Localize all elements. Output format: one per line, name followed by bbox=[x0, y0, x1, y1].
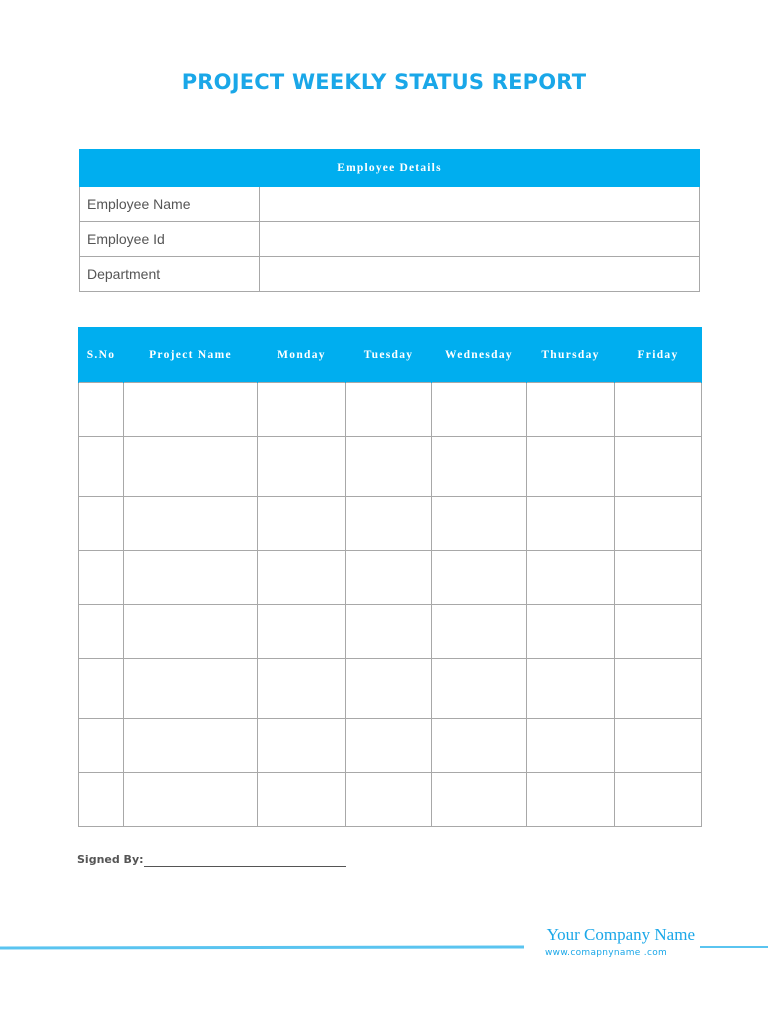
table-cell[interactable] bbox=[615, 383, 702, 437]
employee-details-header: Employee Details bbox=[80, 150, 700, 187]
table-cell[interactable] bbox=[432, 659, 527, 719]
department-field[interactable] bbox=[260, 257, 700, 292]
table-cell[interactable] bbox=[432, 773, 527, 827]
employee-id-row bbox=[80, 222, 700, 257]
table-cell[interactable] bbox=[124, 497, 258, 551]
col-header-tuesday: Tuesday bbox=[346, 327, 432, 383]
table-cell[interactable] bbox=[124, 659, 258, 719]
table-cell[interactable] bbox=[527, 773, 615, 827]
weekly-table-body bbox=[79, 383, 702, 827]
table-cell[interactable] bbox=[615, 719, 702, 773]
table-cell[interactable] bbox=[124, 437, 258, 497]
table-cell[interactable] bbox=[79, 497, 124, 551]
employee-name-label: Employee Name bbox=[80, 187, 260, 222]
col-header-project-name: Project Name bbox=[124, 327, 258, 383]
employee-name-row bbox=[80, 187, 700, 222]
weekly-status-table bbox=[78, 327, 702, 827]
table-cell[interactable] bbox=[346, 383, 432, 437]
table-cell[interactable] bbox=[79, 605, 124, 659]
table-cell[interactable] bbox=[346, 437, 432, 497]
footer-divider-right bbox=[700, 946, 768, 948]
table-cell[interactable] bbox=[527, 659, 615, 719]
col-header-thursday: Thursday bbox=[527, 327, 615, 383]
table-cell[interactable] bbox=[527, 551, 615, 605]
table-cell[interactable] bbox=[258, 497, 346, 551]
table-cell[interactable] bbox=[346, 719, 432, 773]
employee-name-field[interactable] bbox=[260, 187, 700, 222]
signature-line[interactable] bbox=[144, 866, 346, 867]
table-cell[interactable] bbox=[79, 437, 124, 497]
table-cell[interactable] bbox=[527, 437, 615, 497]
table-cell[interactable] bbox=[258, 383, 346, 437]
table-cell[interactable] bbox=[124, 605, 258, 659]
table-cell[interactable] bbox=[124, 719, 258, 773]
table-cell[interactable] bbox=[346, 551, 432, 605]
company-website: www.comapnyname .com bbox=[545, 948, 668, 958]
table-cell[interactable] bbox=[258, 773, 346, 827]
table-cell[interactable] bbox=[527, 719, 615, 773]
table-cell[interactable] bbox=[258, 605, 346, 659]
table-cell[interactable] bbox=[432, 383, 527, 437]
department-label: Department bbox=[80, 257, 260, 292]
col-header-wednesday: Wednesday bbox=[432, 327, 527, 383]
table-cell[interactable] bbox=[124, 383, 258, 437]
table-cell[interactable] bbox=[346, 659, 432, 719]
table-row bbox=[79, 773, 702, 827]
table-cell[interactable] bbox=[432, 719, 527, 773]
table-cell[interactable] bbox=[346, 773, 432, 827]
col-header-sno: S.No bbox=[79, 327, 124, 383]
table-cell[interactable] bbox=[615, 605, 702, 659]
page-title: PROJECT WEEKLY STATUS REPORT bbox=[181, 70, 587, 94]
table-cell[interactable] bbox=[432, 551, 527, 605]
table-cell[interactable] bbox=[432, 605, 527, 659]
table-cell[interactable] bbox=[615, 551, 702, 605]
employee-details-table bbox=[79, 149, 700, 292]
table-row bbox=[79, 719, 702, 773]
table-cell[interactable] bbox=[615, 773, 702, 827]
table-cell[interactable] bbox=[527, 383, 615, 437]
table-cell[interactable] bbox=[527, 497, 615, 551]
footer-divider-left bbox=[0, 945, 524, 949]
table-cell[interactable] bbox=[79, 383, 124, 437]
table-cell[interactable] bbox=[258, 437, 346, 497]
employee-details-header-row bbox=[80, 150, 700, 187]
table-row bbox=[79, 497, 702, 551]
col-header-friday: Friday bbox=[615, 327, 702, 383]
weekly-header-row bbox=[79, 327, 702, 383]
company-name: Your Company Name bbox=[546, 925, 695, 944]
table-cell[interactable] bbox=[346, 497, 432, 551]
table-cell[interactable] bbox=[615, 437, 702, 497]
table-cell[interactable] bbox=[346, 605, 432, 659]
table-cell[interactable] bbox=[615, 497, 702, 551]
table-row bbox=[79, 437, 702, 497]
table-cell[interactable] bbox=[124, 551, 258, 605]
table-row bbox=[79, 383, 702, 437]
table-row bbox=[79, 551, 702, 605]
table-cell[interactable] bbox=[79, 719, 124, 773]
table-cell[interactable] bbox=[258, 719, 346, 773]
department-row bbox=[80, 257, 700, 292]
table-cell[interactable] bbox=[258, 659, 346, 719]
col-header-monday: Monday bbox=[258, 327, 346, 383]
table-cell[interactable] bbox=[79, 773, 124, 827]
table-row bbox=[79, 605, 702, 659]
table-cell[interactable] bbox=[124, 773, 258, 827]
employee-id-field[interactable] bbox=[260, 222, 700, 257]
table-row bbox=[79, 659, 702, 719]
table-cell[interactable] bbox=[527, 605, 615, 659]
table-cell[interactable] bbox=[615, 659, 702, 719]
table-cell[interactable] bbox=[79, 659, 124, 719]
table-cell[interactable] bbox=[258, 551, 346, 605]
table-cell[interactable] bbox=[432, 497, 527, 551]
employee-id-label: Employee Id bbox=[80, 222, 260, 257]
signed-by-label: Signed By: bbox=[77, 853, 144, 866]
table-cell[interactable] bbox=[79, 551, 124, 605]
table-cell[interactable] bbox=[432, 437, 527, 497]
